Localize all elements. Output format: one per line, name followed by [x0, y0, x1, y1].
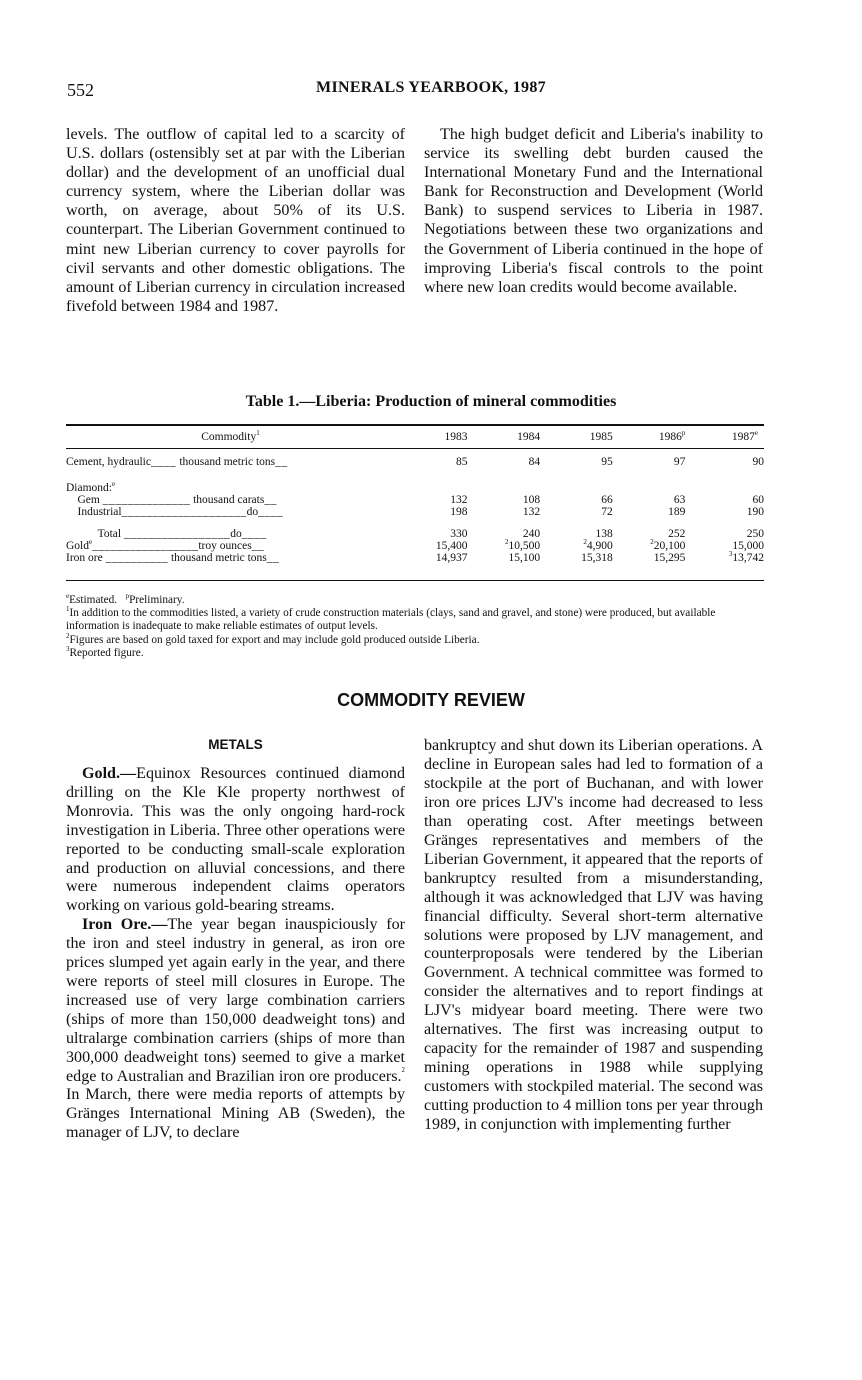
cell: 330 [450, 528, 468, 540]
cell: 240 [522, 528, 541, 540]
intro-left-paragraph: levels. The outflow of capital led to a scarcity of U.S. dollars (ostensibly set at par with the Liberian dollar) and the development of an unofficial dual currency system, where the Liberian dollar was worth, on average, about 50% of its U.S. counterpart. The Liberian Government continued to mint new Liberian currency to cover payrolls for civil servants and other domestic obligations. The amount of Liberian currency in circulation increased fivefold between 1984 and 1987. [66, 126, 405, 315]
cell: 14,937 [435, 552, 468, 564]
review-left-column [66, 765, 405, 1143]
cell: 198 [450, 506, 468, 518]
footnote-estimated: $^e$Estimated. $^p$Preliminary. [66, 592, 185, 606]
cell: 63 [673, 494, 686, 506]
table-header-row [66, 426, 764, 448]
cell: 15,000 [732, 540, 764, 552]
table-row [66, 552, 764, 564]
cell: 60 [752, 494, 764, 506]
row-label: Diamond:$^e$ [66, 480, 116, 494]
cell: 250 [746, 528, 764, 540]
gold-runin-head: Gold.— [82, 765, 137, 782]
cell: 138 [595, 528, 613, 540]
cell: 132 [522, 506, 541, 518]
row-label: Industrial____________________do____ [77, 506, 284, 518]
row-label: Gold$^e$_________________troy ounces__ [66, 538, 265, 552]
production-table [66, 426, 764, 564]
table-row [66, 482, 764, 494]
cell: $^2$10,500 [505, 538, 541, 552]
table-bottom-rule [66, 580, 764, 581]
row-label: Cement, hydraulic____ thousand metric tons__ [66, 456, 288, 468]
cell: 108 [522, 494, 541, 506]
cell: 84 [528, 456, 541, 468]
iron-runin-head: Iron Ore.— [82, 916, 168, 934]
cell: 85 [456, 456, 468, 468]
row-label: Iron ore __________ thousand metric tons__ [66, 552, 280, 564]
intro-left-column [66, 125, 405, 316]
cell: 15,318 [581, 552, 613, 564]
footnote-2: $^2$Figures are based on gold taxed for export and may include gold produced outside Liberia. [66, 631, 480, 646]
section-heading: COMMODITY REVIEW [337, 690, 525, 710]
cell: 72 [601, 506, 613, 518]
table-row [66, 528, 764, 540]
table-row [66, 540, 764, 552]
row-label: Gem ______________ thousand carats__ [77, 494, 277, 506]
subsection-heading: METALS [208, 737, 263, 752]
gold-paragraph: Gold.—Equinox Resources continued diamond drilling on the Kle Kle property northwest of Monrovia. This was the only ongoing hard-rock investigation in Liberia. Three other operations were reported to be conducting small-scale exploration and production on alluvial concessions, and there were numerous independent claims operators working on various gold-bearing streams. [66, 765, 405, 915]
footnote-1: $^1$In addition to the commodities listed, a variety of crude construction materials (clays, sand and gravel, and stone) were produced, but available information is inadequate to make reliable estimates of output levels. [66, 605, 716, 633]
cell: $^2$4,900 [583, 538, 613, 552]
col-1986: 1986$^p$ [658, 429, 686, 443]
table-row [66, 494, 764, 506]
cell: $^2$20,100 [650, 538, 686, 552]
cell: 15,295 [653, 552, 686, 564]
cell: 15,100 [508, 552, 541, 564]
cell: $^3$13,742 [728, 550, 764, 564]
col-1983: 1983 [444, 431, 468, 443]
row-label: Total _________________do____ [97, 528, 267, 540]
cell: 190 [746, 506, 764, 518]
col-commodity: Commodity$^1$ [201, 429, 260, 443]
cell: 97 [673, 456, 686, 468]
table-footnotes [66, 594, 764, 660]
iron-ore-paragraph: Iron Ore.—The year began inauspiciously for the iron and steel industry in general, as iron ore prices slumped yet again early in the year, and there were reports of steel mill closures in Europe. The increased use of very large combination carriers (ships of more than 150,000 deadweight tons) and ultralarge combination carriers (ships of more than 300,000 deadweight tons) seemed to give a market edge to Australian and Brazilian iron ore producers.$^2$ In March, there were media reports of attempts by Gränges International Mining AB (Sweden), the manager of LJV, to declare [66, 916, 405, 1142]
cell: 15,400 [435, 540, 468, 552]
cell: 132 [450, 494, 468, 506]
cell: 95 [601, 456, 613, 468]
footnote-3: $^3$Reported figure. [66, 644, 144, 659]
running-title: MINERALS YEARBOOK, 1987 [316, 79, 546, 96]
cell: 189 [668, 506, 686, 518]
table-title: Table 1.—Liberia: Production of mineral commodities [245, 393, 617, 410]
cell: 252 [668, 528, 686, 540]
review-right-column [424, 737, 763, 1135]
col-1985: 1985 [589, 431, 613, 443]
intro-right-column [424, 125, 763, 297]
col-1984: 1984 [517, 431, 541, 443]
col-1987: 1987e [731, 429, 758, 443]
cell: 90 [752, 456, 764, 468]
table-row [66, 456, 764, 468]
cell: 66 [601, 494, 613, 506]
intro-right-paragraph: The high budget deficit and Liberia's inability to service its swelling debt burden caused the International Monetary Fund and the International Bank for Reconstruction and Development (World Bank) to suspend services to Liberia in 1987. Negotiations between these two organizations and the Government of Liberia continued in the hope of improving Liberia's fiscal controls to the point where new loan credits would become available. [424, 126, 763, 296]
table-row [66, 506, 764, 518]
page-number: 552 [67, 80, 94, 100]
iron-ore-continued: bankruptcy and shut down its Liberian operations. A decline in European sales had led to formation of a stockpile at the port of Buchanan, and with lower iron ore prices LJV's income had decreased to less than operating cost. After meetings between Gränges representatives and members of the Liberian Government, it appeared that the reports of bankruptcy resulted from a misunderstanding, although it was acknowledged that LJV was having financial difficulty. Several short-term alternative solutions were proposed by LJV management, and counterproposals were tendered by the Liberian Government. A technical committee was formed to consider the alternatives and to report findings at LJV's midyear board meeting. There were two alternatives. The first was increasing output to capacity for the remainder of 1987 and suspending mining operations in 1988 while supplying customers with stockpiled material. The second was cutting production to 4 million tons per year through 1989, in conjunction with implementing further [424, 737, 763, 1134]
